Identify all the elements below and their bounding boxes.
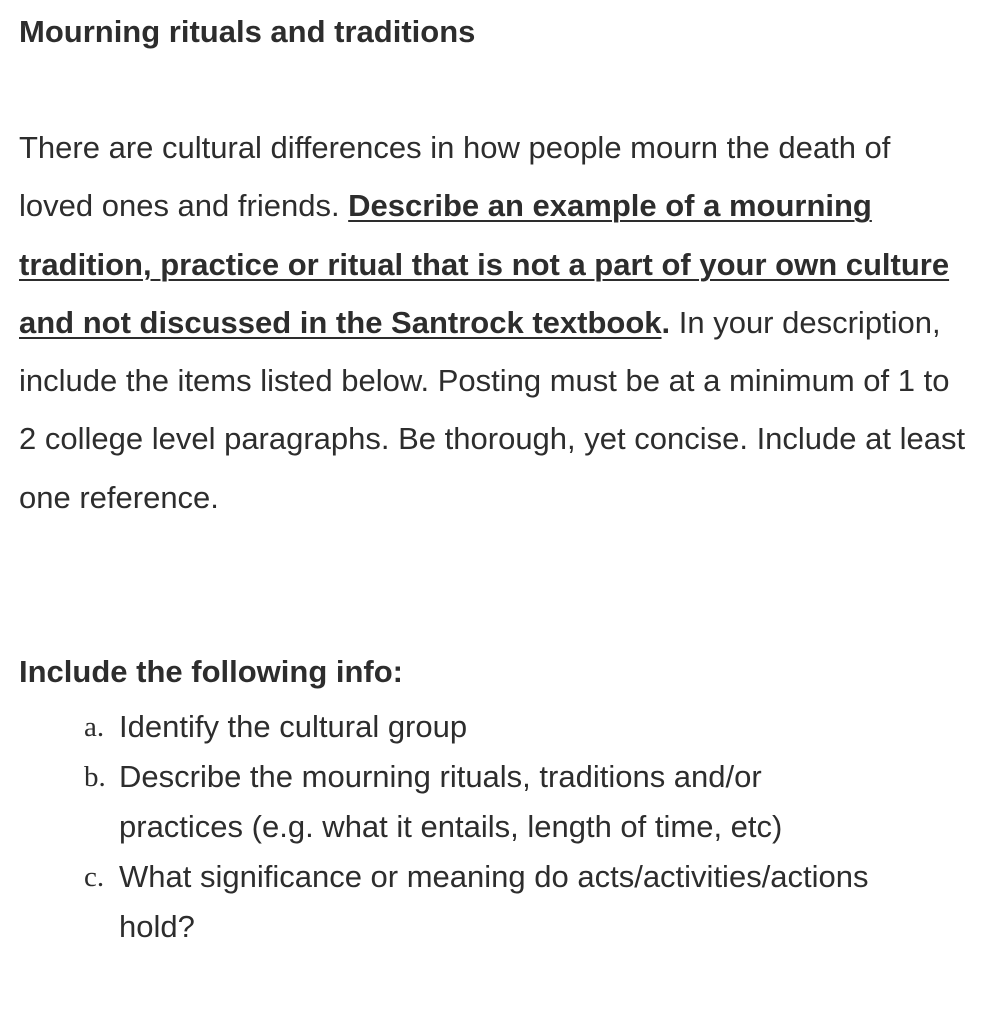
info-list	[0, 702, 1000, 952]
include-heading: Include the following info:	[19, 654, 404, 689]
intro-emphasis-period: .	[661, 304, 671, 340]
intro-rest-text: In your description, include the items listed below. Posting must be at a minimum of 1 to 2 college level paragraphs. Be thorough, yet concise. Include at least one reference.	[19, 304, 966, 515]
page-title: Mourning rituals and traditions	[19, 14, 476, 49]
list-marker: c.	[84, 861, 105, 893]
list-marker: a.	[84, 711, 105, 743]
intro-lead-text: There are cultural differences in how people mourn the death of loved ones and friends.	[19, 130, 891, 224]
intro-emphasis-text: Describe an example of a mourning tradition, practice or ritual that is not a part of your own culture and not discussed in the Santrock textbook	[19, 188, 950, 340]
list-item-text: What significance or meaning do acts/activities/actions hold?	[119, 859, 869, 944]
list-item	[0, 702, 879, 752]
list-item-text: Identify the cultural group	[119, 709, 468, 744]
intro-paragraph	[19, 119, 969, 527]
list-item-text: Describe the mourning rituals, traditions and/or practices (e.g. what it entails, length of time, etc)	[119, 759, 783, 844]
list-marker: b.	[84, 761, 106, 793]
list-item	[0, 852, 879, 952]
list-item	[0, 752, 879, 852]
